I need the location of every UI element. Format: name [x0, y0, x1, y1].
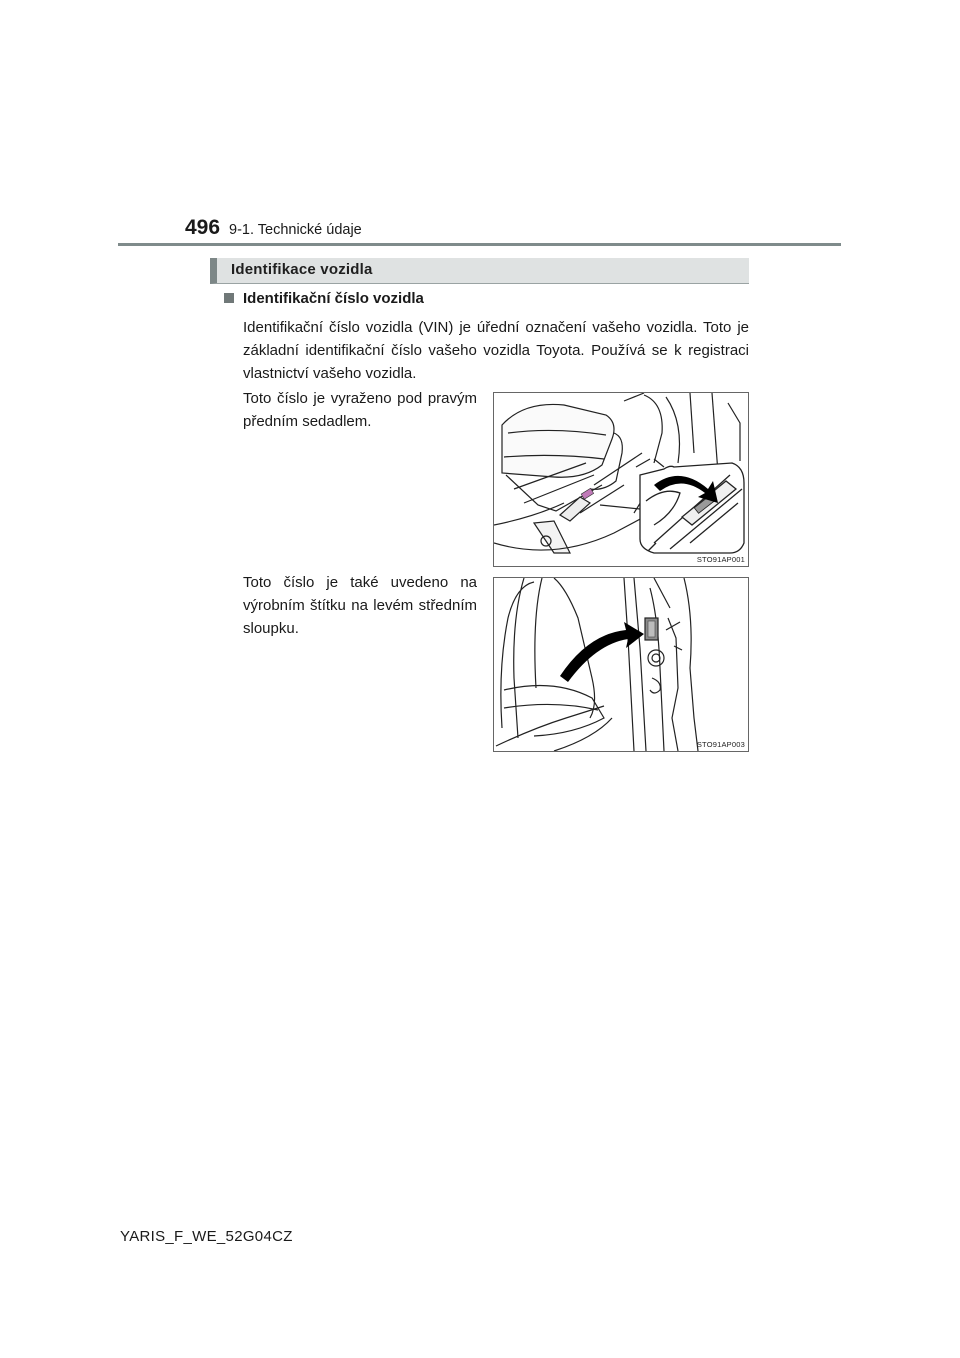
- square-bullet-icon: [224, 293, 234, 303]
- document-code: YARIS_F_WE_52G04CZ: [120, 1228, 293, 1245]
- chapter-title: 9-1. Technické údaje: [229, 222, 362, 238]
- subsection-heading-text: Identifikační číslo vozidla: [243, 290, 424, 307]
- vin-description: Identifikační číslo vozidla (VIN) je úřední označení vašeho vozidla. Toto je základní identifikační číslo vašeho vozidla Toyota. Používá se k registraci vlastnictví vašeho vozidla.: [243, 319, 749, 382]
- figure-pillar-label-location: [493, 577, 749, 752]
- header-rule: [118, 243, 841, 246]
- page-number: 496: [185, 216, 221, 239]
- subsection-heading: [224, 290, 424, 307]
- location-pillar-text: Toto číslo je také uvedeno na výrobním štítku na levém středním sloupku.: [243, 574, 477, 637]
- figure-seat-vin-location: [493, 392, 749, 567]
- section-bar: [210, 258, 749, 284]
- figure-code: STO91AP003: [696, 740, 745, 749]
- location-seat-text: Toto číslo je vyraženo pod pravým předním sedadlem.: [243, 390, 477, 430]
- section-title: Identifikace vozidla: [231, 261, 373, 278]
- pillar-label-illustration: [494, 578, 748, 751]
- figure-code: STO91AP001: [696, 555, 745, 564]
- seat-vin-illustration: [494, 393, 748, 566]
